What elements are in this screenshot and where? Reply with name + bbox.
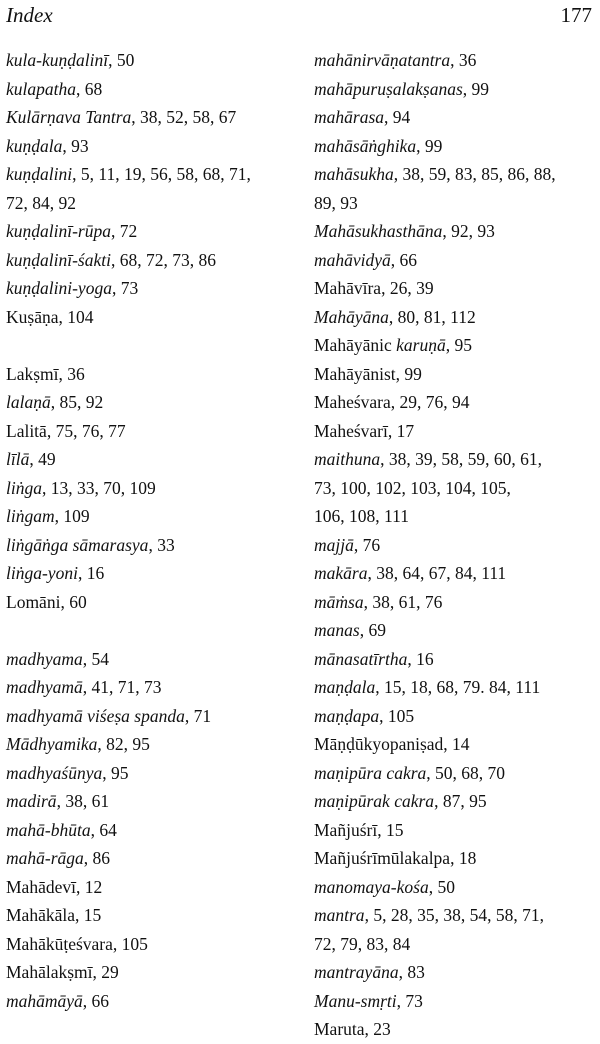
index-term: mantrayāna (314, 962, 399, 982)
index-entry (6, 132, 296, 161)
index-page-refs: , 93 (62, 135, 89, 156)
index-entry (6, 559, 296, 588)
index-entry (314, 132, 596, 161)
index-page-refs: , 60 (60, 591, 87, 612)
index-term: Maheśvara (314, 392, 391, 412)
index-term: Maruta (314, 1019, 365, 1039)
index-page-refs: , 83 (398, 962, 425, 982)
index-term: liṅgāṅga sāmarasya (6, 534, 149, 555)
index-entry (6, 160, 296, 217)
index-term: maṇḍapa (314, 705, 380, 726)
index-page-refs: , 87, 95 (434, 791, 487, 811)
index-entry (314, 901, 596, 958)
index-term: Mahākūṭeśvara (6, 933, 113, 954)
index-term: Kulārṇava Tantra (6, 107, 132, 127)
index-entry (6, 702, 296, 731)
index-page-refs: , 15 (75, 905, 102, 925)
index-page-refs: , 38, 59, 83, 85, 86, 88, (393, 164, 556, 184)
index-term: mahānirvāṇatantra (314, 50, 451, 70)
index-entry (6, 46, 296, 75)
index-page-refs: , 5, 28, 35, 38, 54, 58, 71, (364, 905, 544, 925)
index-page-refs: , 38, 52, 58, 67 (131, 107, 237, 127)
index-entry (6, 987, 296, 1016)
index-page-refs: , 66 (390, 249, 418, 270)
index-term: maṇḍala (314, 677, 376, 697)
index-page-refs: , 38, 61 (56, 791, 110, 811)
page-header (6, 3, 592, 31)
index-page-refs: , 76 (353, 534, 381, 555)
index-page-refs: , 41, 71, 73 (82, 677, 162, 697)
index-entry (6, 417, 296, 446)
index-page-refs: , 18 (450, 848, 477, 868)
page-title: Index (6, 3, 53, 27)
index-term: liṅga-yoni (6, 563, 78, 583)
index-entry (314, 730, 596, 759)
index-page-refs: , 33 (148, 534, 175, 555)
index-term: mānasatīrtha (314, 648, 408, 669)
index-entry (314, 645, 596, 674)
index-term: Maheśvarī (314, 420, 388, 441)
index-page-refs: , 95 (445, 335, 472, 355)
index-page-refs-continued: 72, 84, 92 (6, 192, 76, 213)
index-entry (6, 759, 296, 788)
index-term: mahāsukha (314, 164, 394, 184)
index-page-refs-continued: 106, 108, 111 (314, 506, 409, 526)
index-page-refs: , 15, 18, 68, 79. 84, 111 (375, 677, 541, 697)
index-page-refs: , 12 (75, 876, 103, 897)
index-entry (314, 958, 596, 987)
index-term: makāra (314, 563, 368, 583)
index-term: līlā (6, 449, 30, 469)
index-entry (314, 360, 596, 389)
index-entry (314, 759, 596, 788)
index-term: kuṇḍalini (6, 164, 73, 184)
index-page-refs: , 23 (364, 1019, 391, 1039)
index-page-refs: , 38, 64, 67, 84, 111 (367, 563, 507, 583)
index-term: madhyaśūnya (6, 762, 103, 783)
index-term: Mahāyānic (314, 335, 397, 355)
index-term: madirā (6, 791, 57, 811)
index-page-refs: , 17 (387, 420, 415, 441)
index-term: Lomāni (6, 591, 61, 612)
index-page-refs: , 38, 61, 76 (363, 591, 443, 612)
index-page-refs: , 16 (407, 648, 434, 669)
index-page-refs: , 82, 95 (97, 734, 150, 754)
index-term: maithuna (314, 449, 381, 469)
index-term: lalaṇā (6, 392, 51, 412)
index-term: Lakṣmī (6, 363, 59, 384)
index-column-left (6, 46, 296, 1015)
index-term: māṁsa (314, 591, 364, 612)
index-entry (6, 787, 296, 816)
index-term: Mahādevī (6, 876, 76, 897)
index-entry (6, 274, 296, 303)
index-page-refs: , 71 (184, 705, 212, 726)
index-page-refs: , 29, 76, 94 (390, 392, 470, 412)
index-term: mahāmāyā (6, 990, 83, 1011)
index-page-refs-continued: 73, 100, 102, 103, 104, 105, (314, 477, 511, 498)
index-page-refs: , 99 (462, 78, 490, 99)
index-term: Mañjuśrī (314, 819, 378, 840)
index-entry (314, 816, 596, 845)
index-entry (6, 388, 296, 417)
index-entry (6, 588, 296, 617)
index-entry (314, 103, 596, 132)
index-entry (6, 873, 296, 902)
index-page-refs-continued: 72, 79, 83, 84 (314, 933, 411, 954)
index-page-refs: , 49 (29, 449, 56, 469)
index-term: Manu-smṛti (314, 990, 397, 1011)
index-term: Mahāyāna (314, 306, 389, 327)
index-term: Mañjuśrīmūlakalpa (314, 848, 451, 868)
index-page-refs: , 5, 11, 19, 56, 58, 68, 71, (72, 164, 251, 184)
index-entry (6, 360, 296, 389)
index-entry (6, 901, 296, 930)
index-entry (314, 559, 596, 588)
index-term: kuṇḍalinī-śakti (6, 249, 111, 270)
index-term: mahāpuruṣalakṣanas (314, 78, 463, 99)
index-page-refs: , 36 (450, 50, 477, 70)
index-entry (314, 987, 596, 1016)
index-term: kulapatha (6, 78, 76, 99)
index-entry (6, 730, 296, 759)
index-term: manas (314, 620, 360, 640)
index-column-right (314, 46, 596, 1044)
index-page-refs: , 72 (111, 221, 138, 241)
index-term: kula-kuṇḍalinī (6, 50, 109, 70)
index-term: mahāvidyā (314, 249, 391, 270)
index-page-refs: , 69 (359, 620, 386, 640)
index-entry (6, 816, 296, 845)
index-term: Mahālakṣmī (6, 962, 93, 982)
index-entry (314, 702, 596, 731)
index-page-refs: , 105 (379, 705, 415, 726)
index-page-refs-continued: 89, 93 (314, 192, 358, 213)
index-page-refs: , 68 (76, 78, 103, 99)
index-term: manomaya-kośa (314, 876, 429, 897)
index-page-refs: , 92, 93 (442, 221, 495, 241)
index-term: Lalitā (6, 420, 47, 441)
index-entry (6, 103, 296, 132)
index-page-refs: , 36 (58, 363, 85, 384)
index-page-refs: , 38, 39, 58, 59, 60, 61, (380, 449, 542, 469)
index-term: kuṇḍalini-yoga (6, 278, 112, 298)
index-page-refs: , 80, 81, 112 (388, 306, 476, 327)
index-page-refs: , 99 (395, 363, 422, 384)
index-page-refs: , 95 (102, 762, 129, 783)
index-page-refs: , 64 (90, 819, 117, 840)
index-term: majjā (314, 534, 354, 555)
index-entry (314, 417, 596, 446)
index-page-refs: , 73 (396, 990, 423, 1011)
index-term: mahā-rāga (6, 848, 84, 868)
index-term: Mahāyānist (314, 363, 396, 384)
index-term: liṅgam (6, 506, 55, 526)
index-page-refs: , 50, 68, 70 (426, 762, 506, 783)
index-page-refs: , 54 (82, 648, 110, 669)
index-entry (314, 445, 596, 531)
index-entry (6, 673, 296, 702)
index-term: maṇipūra cakra (314, 762, 427, 783)
index-page-refs: , 16 (77, 563, 105, 583)
index-term: Mahākāla (6, 905, 75, 925)
index-term: Mahāsukhasthāna (314, 221, 443, 241)
page-number: 177 (560, 3, 592, 27)
index-page-refs: , 75, 76, 77 (46, 420, 126, 441)
index-page-refs: , 15 (377, 819, 404, 840)
index-page-refs: , 50 (428, 876, 455, 897)
index-entry (314, 75, 596, 104)
index-entry (6, 75, 296, 104)
index-term-italic-part: karuṇā (396, 335, 446, 355)
index-entry (314, 673, 596, 702)
index-term: madhyama (6, 648, 83, 669)
index-page-refs: , 68, 72, 73, 86 (110, 249, 216, 270)
index-entry (6, 930, 296, 959)
index-page-refs: , 66 (82, 990, 110, 1011)
index-entry (314, 274, 596, 303)
index-entry (6, 303, 296, 332)
index-entry (314, 873, 596, 902)
index-entry (314, 303, 596, 332)
index-entry (314, 616, 596, 645)
index-entry (6, 531, 296, 560)
index-entry (6, 445, 296, 474)
index-entry (6, 645, 296, 674)
index-entry (6, 246, 296, 275)
index-page-refs: , 13, 33, 70, 109 (41, 477, 156, 498)
index-page-refs: , 104 (58, 306, 94, 327)
index-entry (314, 1015, 596, 1044)
index-term: Kuṣāṇa (6, 306, 59, 327)
index-page-refs: , 94 (384, 107, 411, 127)
index-entry (314, 844, 596, 873)
index-term: maṇipūrak cakra (314, 791, 435, 811)
index-page-refs: , 14 (443, 734, 470, 754)
index-entry (314, 531, 596, 560)
index-term: Māṇḍūkyopaniṣad (314, 734, 444, 754)
index-term: kuṇḍalinī-rūpa (6, 221, 111, 241)
index-term: madhyamā viśeṣa spanda (6, 705, 185, 726)
index-entry (314, 217, 596, 246)
index-term: Mādhyamika (6, 734, 98, 754)
index-term: liṅga (6, 477, 42, 498)
index-entry (314, 160, 596, 217)
index-term: Mahāvīra (314, 278, 382, 298)
index-term: madhyamā (6, 677, 83, 697)
index-entry (314, 787, 596, 816)
index-entry (314, 246, 596, 275)
index-entry (6, 217, 296, 246)
index-term: mantra (314, 905, 365, 925)
index-page-refs: , 109 (54, 506, 90, 526)
index-entry (6, 474, 296, 503)
index-entry (314, 331, 596, 360)
index-entry (314, 388, 596, 417)
index-page-refs: , 105 (112, 933, 148, 954)
index-term: mahāsāṅghika (314, 135, 417, 156)
index-page-refs: , 85, 92 (50, 392, 104, 412)
index-entry (6, 844, 296, 873)
index-page-refs: , 26, 39 (381, 278, 434, 298)
index-entry (314, 588, 596, 617)
index-term: mahā-bhūta (6, 819, 91, 840)
index-entry (314, 46, 596, 75)
index-entry (6, 502, 296, 531)
index-page-refs: , 99 (416, 135, 443, 156)
index-term: mahārasa (314, 107, 385, 127)
index-page-refs: , 73 (111, 278, 139, 298)
index-page-refs: , 86 (83, 848, 111, 868)
index-page-refs: , 29 (92, 962, 119, 982)
index-entry (6, 958, 296, 987)
index-term: kuṇḍala (6, 135, 63, 156)
index-page-refs: , 50 (108, 50, 135, 70)
